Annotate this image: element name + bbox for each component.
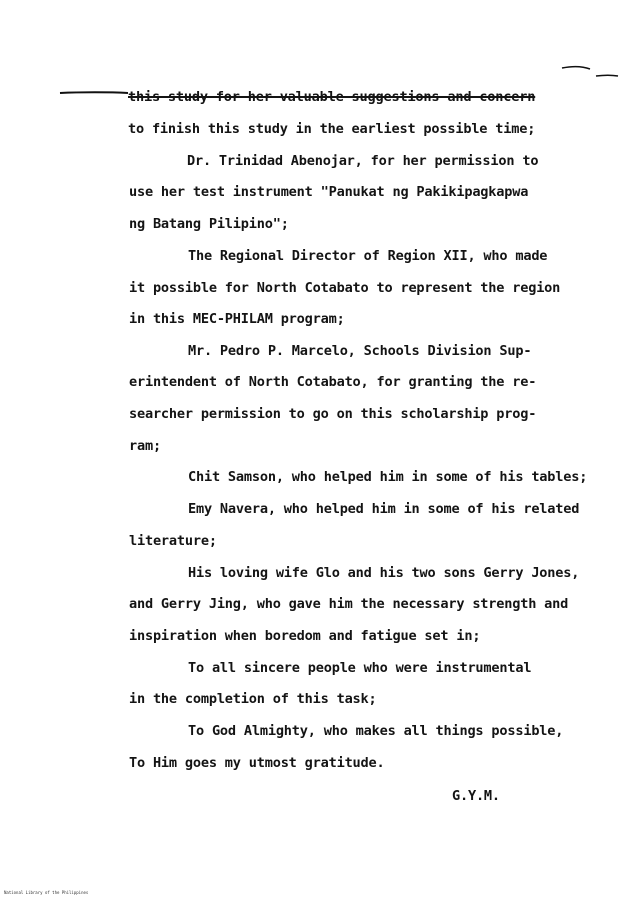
text-line: it possible for North Cotabato to represent the region: [129, 280, 561, 296]
text-line: Dr. Trinidad Abenojar, for her permission to: [187, 153, 539, 169]
text-line: To God Almighty, who makes all things possible,: [188, 723, 564, 739]
text-line: in the completion of this task;: [129, 691, 377, 707]
text-line: inspiration when boredom and fatigue set in;: [129, 628, 481, 644]
text-line: His loving wife Glo and his two sons Gerry Jones,: [188, 565, 580, 581]
text-line: To Him goes my utmost gratitude.: [129, 755, 385, 771]
text-line: ng Batang Pilipino";: [129, 216, 289, 232]
text-line: to finish this study in the earliest possible time;: [128, 121, 536, 137]
text-line: To all sincere people who were instrumental: [188, 660, 532, 676]
text-line: in this MEC-PHILAM program;: [129, 311, 345, 327]
text-line: Chit Samson, who helped him in some of his tables;: [188, 469, 588, 485]
text-line: erintendent of North Cotabato, for granting the re-: [129, 374, 537, 390]
text-line-struck: this study for her valuable suggestions and concern: [128, 89, 536, 105]
text-line: literature;: [129, 533, 217, 549]
text-line: The Regional Director of Region XII, who made: [188, 248, 548, 264]
text-line: use her test instrument "Panukat ng Pakikipagkapwa: [129, 184, 529, 200]
text-line: Emy Navera, who helped him in some of his related: [188, 501, 580, 517]
text-line: ram;: [129, 438, 161, 454]
signature-initials: G.Y.M.: [452, 788, 500, 804]
text-line: Mr. Pedro P. Marcelo, Schools Division Sup-: [188, 343, 532, 359]
archive-footer: National Library of the Philippines: [4, 890, 89, 895]
text-line: searcher permission to go on this scholarship prog-: [129, 406, 537, 422]
text-line: and Gerry Jing, who gave him the necessary strength and: [129, 596, 569, 612]
